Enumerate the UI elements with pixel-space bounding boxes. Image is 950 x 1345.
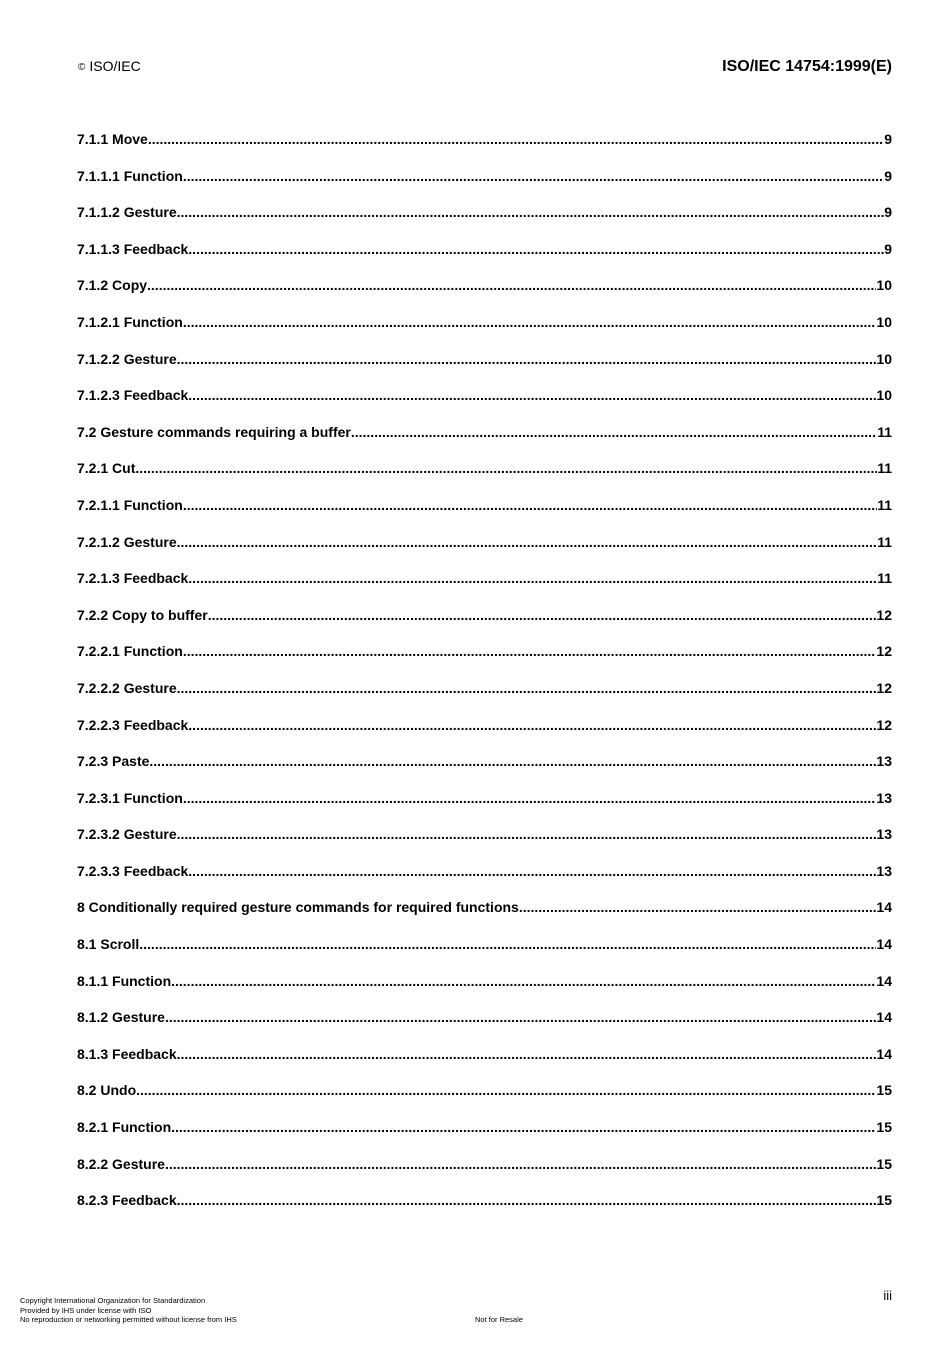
toc-dot-leader bbox=[177, 1192, 877, 1208]
toc-dot-leader bbox=[519, 899, 877, 915]
toc-entry[interactable] bbox=[77, 1119, 892, 1156]
toc-entry-title: 7.1.2.1 Function bbox=[77, 313, 183, 330]
toc-dot-leader bbox=[183, 643, 877, 659]
toc-dot-leader bbox=[136, 1082, 876, 1098]
toc-entry-title: 7.2.1.1 Function bbox=[77, 496, 183, 513]
toc-entry-title: 7.2.3 Paste bbox=[77, 753, 150, 770]
toc-entry-title: 8.1.1 Function bbox=[77, 972, 172, 989]
toc-entry-title: 7.2.3.1 Function bbox=[77, 789, 183, 806]
toc-entry-page: 10 bbox=[876, 313, 892, 330]
footer-line-2: Provided by IHS under license with ISO bbox=[20, 1305, 152, 1315]
toc-dot-leader bbox=[188, 387, 876, 403]
toc-dot-leader bbox=[177, 534, 878, 550]
toc-entry-page: 10 bbox=[876, 387, 892, 404]
toc-entry-title: 7.2.1.2 Gesture bbox=[77, 533, 177, 550]
toc-dot-leader bbox=[188, 570, 877, 586]
toc-entry[interactable] bbox=[77, 131, 892, 168]
toc-entry-title: 7.2.3.2 Gesture bbox=[77, 826, 177, 843]
toc-entry-title: 7.1.2.2 Gesture bbox=[77, 350, 177, 367]
toc-entry-page: 13 bbox=[876, 753, 892, 770]
toc-entry-page: 12 bbox=[876, 679, 892, 696]
toc-entry-page: 10 bbox=[876, 277, 892, 294]
toc-entry[interactable] bbox=[77, 863, 892, 900]
toc-entry-page: 13 bbox=[876, 789, 892, 806]
footer-line-3: No reproduction or networking permitted without license from IHS bbox=[20, 1315, 237, 1324]
toc-entry[interactable] bbox=[77, 387, 892, 424]
toc-dot-leader bbox=[183, 314, 877, 330]
toc-dot-leader bbox=[177, 351, 877, 367]
toc-dot-leader bbox=[183, 168, 884, 184]
toc-dot-leader bbox=[188, 717, 876, 733]
toc-entry-title: 7.1.1.3 Feedback bbox=[77, 240, 189, 257]
toc-dot-leader bbox=[188, 863, 876, 879]
toc-entry-page: 15 bbox=[876, 1155, 892, 1172]
toc-entry[interactable] bbox=[77, 643, 892, 680]
toc-entry[interactable] bbox=[77, 1192, 892, 1229]
toc-entry[interactable] bbox=[77, 314, 892, 351]
toc-entry[interactable] bbox=[77, 753, 892, 790]
toc-entry-page: 12 bbox=[876, 716, 892, 733]
toc-entry-title: 7.1.2.3 Feedback bbox=[77, 387, 189, 404]
toc-entry-page: 14 bbox=[876, 972, 892, 989]
toc-dot-leader bbox=[165, 1156, 876, 1172]
toc-dot-leader bbox=[177, 826, 877, 842]
toc-dot-leader bbox=[147, 277, 876, 293]
toc-entry-page: 11 bbox=[877, 496, 892, 513]
toc-entry-page: 14 bbox=[876, 899, 892, 916]
toc-entry-title: 8.2.2 Gesture bbox=[77, 1155, 165, 1172]
toc-entry-title: 7.2.2.2 Gesture bbox=[77, 679, 177, 696]
toc-dot-leader bbox=[177, 1046, 877, 1062]
toc-entry-page: 10 bbox=[876, 350, 892, 367]
toc-entry[interactable] bbox=[77, 570, 892, 607]
toc-entry[interactable] bbox=[77, 424, 892, 461]
toc-entry-page: 11 bbox=[877, 423, 892, 440]
toc-entry-title: 7.1.1.1 Function bbox=[77, 167, 183, 184]
toc-entry-page: 13 bbox=[876, 862, 892, 879]
toc-entry-page: 9 bbox=[884, 240, 892, 257]
toc-entry-title: 8.1 Scroll bbox=[77, 936, 140, 953]
toc-entry-title: 7.2.2.1 Function bbox=[77, 643, 183, 660]
toc-entry[interactable] bbox=[77, 1046, 892, 1083]
toc-dot-leader bbox=[171, 973, 876, 989]
toc-entry[interactable] bbox=[77, 204, 892, 241]
toc-entry-page: 9 bbox=[884, 167, 892, 184]
toc-entry[interactable] bbox=[77, 1082, 892, 1119]
toc-entry-title: 8.2.1 Function bbox=[77, 1119, 172, 1136]
toc-entry[interactable] bbox=[77, 534, 892, 571]
toc-entry-page: 11 bbox=[877, 460, 892, 477]
toc-entry-page: 11 bbox=[877, 533, 892, 550]
toc-dot-leader bbox=[177, 204, 885, 220]
toc-entry-page: 12 bbox=[876, 643, 892, 660]
toc-dot-leader bbox=[139, 936, 876, 952]
toc-entry-page: 11 bbox=[877, 570, 892, 587]
toc-entry-title: 7.1.1 Move bbox=[77, 131, 148, 147]
toc-entry-title: 8.1.3 Feedback bbox=[77, 1045, 177, 1062]
toc-entry-page: 15 bbox=[876, 1119, 892, 1136]
toc-entry-title: 8.2.3 Feedback bbox=[77, 1192, 177, 1209]
toc-entry[interactable] bbox=[77, 241, 892, 278]
toc-entry[interactable] bbox=[77, 790, 892, 827]
toc-entry-title: 8.2 Undo bbox=[77, 1082, 137, 1099]
header-left bbox=[78, 58, 141, 74]
toc-dot-leader bbox=[135, 460, 877, 476]
header-organization: ISO/IEC bbox=[89, 58, 141, 74]
toc-entry-page: 9 bbox=[884, 131, 892, 147]
footer-not-for-resale: Not for Resale bbox=[475, 1315, 523, 1324]
toc-dot-leader bbox=[171, 1119, 876, 1135]
toc-dot-leader bbox=[188, 241, 884, 257]
toc-entry-page: 14 bbox=[876, 1009, 892, 1026]
toc-entry-title: 7.2.2 Copy to buffer bbox=[77, 606, 208, 623]
toc-entry[interactable] bbox=[77, 1009, 892, 1046]
toc-entry[interactable] bbox=[77, 277, 892, 314]
toc-entry-title: 7.1.2 Copy bbox=[77, 277, 148, 294]
footer-copyright bbox=[20, 1296, 237, 1325]
toc-dot-leader bbox=[208, 607, 877, 623]
toc-entry-title: 8 Conditionally required gesture commands for required functions bbox=[77, 899, 519, 916]
toc-entry-title: 7.2.2.3 Feedback bbox=[77, 716, 189, 733]
toc-dot-leader bbox=[351, 424, 877, 440]
toc-entry[interactable] bbox=[77, 973, 892, 1010]
toc-entry[interactable] bbox=[77, 168, 892, 205]
footer-line-1: Copyright International Organization for Standardization bbox=[20, 1296, 206, 1305]
toc-entry[interactable] bbox=[77, 826, 892, 863]
toc-entry[interactable] bbox=[77, 460, 892, 497]
table-of-contents bbox=[77, 131, 892, 1229]
toc-entry[interactable] bbox=[77, 717, 892, 754]
toc-entry-page: 15 bbox=[876, 1082, 892, 1099]
toc-entry-page: 14 bbox=[876, 1045, 892, 1062]
toc-entry[interactable] bbox=[77, 351, 892, 388]
toc-entry-title: 8.1.2 Gesture bbox=[77, 1009, 165, 1026]
toc-entry-title: 7.2.1.3 Feedback bbox=[77, 570, 189, 587]
toc-entry-title: 7.2 Gesture commands requiring a buffer bbox=[77, 423, 351, 440]
toc-entry-page: 14 bbox=[876, 936, 892, 953]
toc-dot-leader bbox=[149, 753, 876, 769]
toc-dot-leader bbox=[165, 1009, 876, 1025]
toc-entry[interactable] bbox=[77, 607, 892, 644]
toc-entry-title: 7.2.3.3 Feedback bbox=[77, 862, 189, 879]
toc-entry-title: 7.1.1.2 Gesture bbox=[77, 204, 177, 221]
toc-dot-leader bbox=[183, 497, 877, 513]
toc-entry-page: 13 bbox=[876, 826, 892, 843]
toc-entry[interactable] bbox=[77, 899, 892, 936]
copyright-symbol: © bbox=[78, 62, 86, 73]
toc-entry-page: 15 bbox=[876, 1192, 892, 1209]
page-number: iii bbox=[883, 1288, 892, 1303]
document-id: ISO/IEC 14754:1999(E) bbox=[722, 58, 892, 75]
toc-entry-title: 7.2.1 Cut bbox=[77, 460, 136, 477]
toc-entry-page: 12 bbox=[876, 606, 892, 623]
toc-entry[interactable] bbox=[77, 497, 892, 534]
toc-dot-leader bbox=[183, 790, 877, 806]
toc-entry[interactable] bbox=[77, 680, 892, 717]
toc-entry[interactable] bbox=[77, 1156, 892, 1193]
toc-entry[interactable] bbox=[77, 936, 892, 973]
toc-entry-page: 9 bbox=[884, 204, 892, 221]
toc-dot-leader bbox=[148, 131, 884, 147]
toc-dot-leader bbox=[177, 680, 877, 696]
